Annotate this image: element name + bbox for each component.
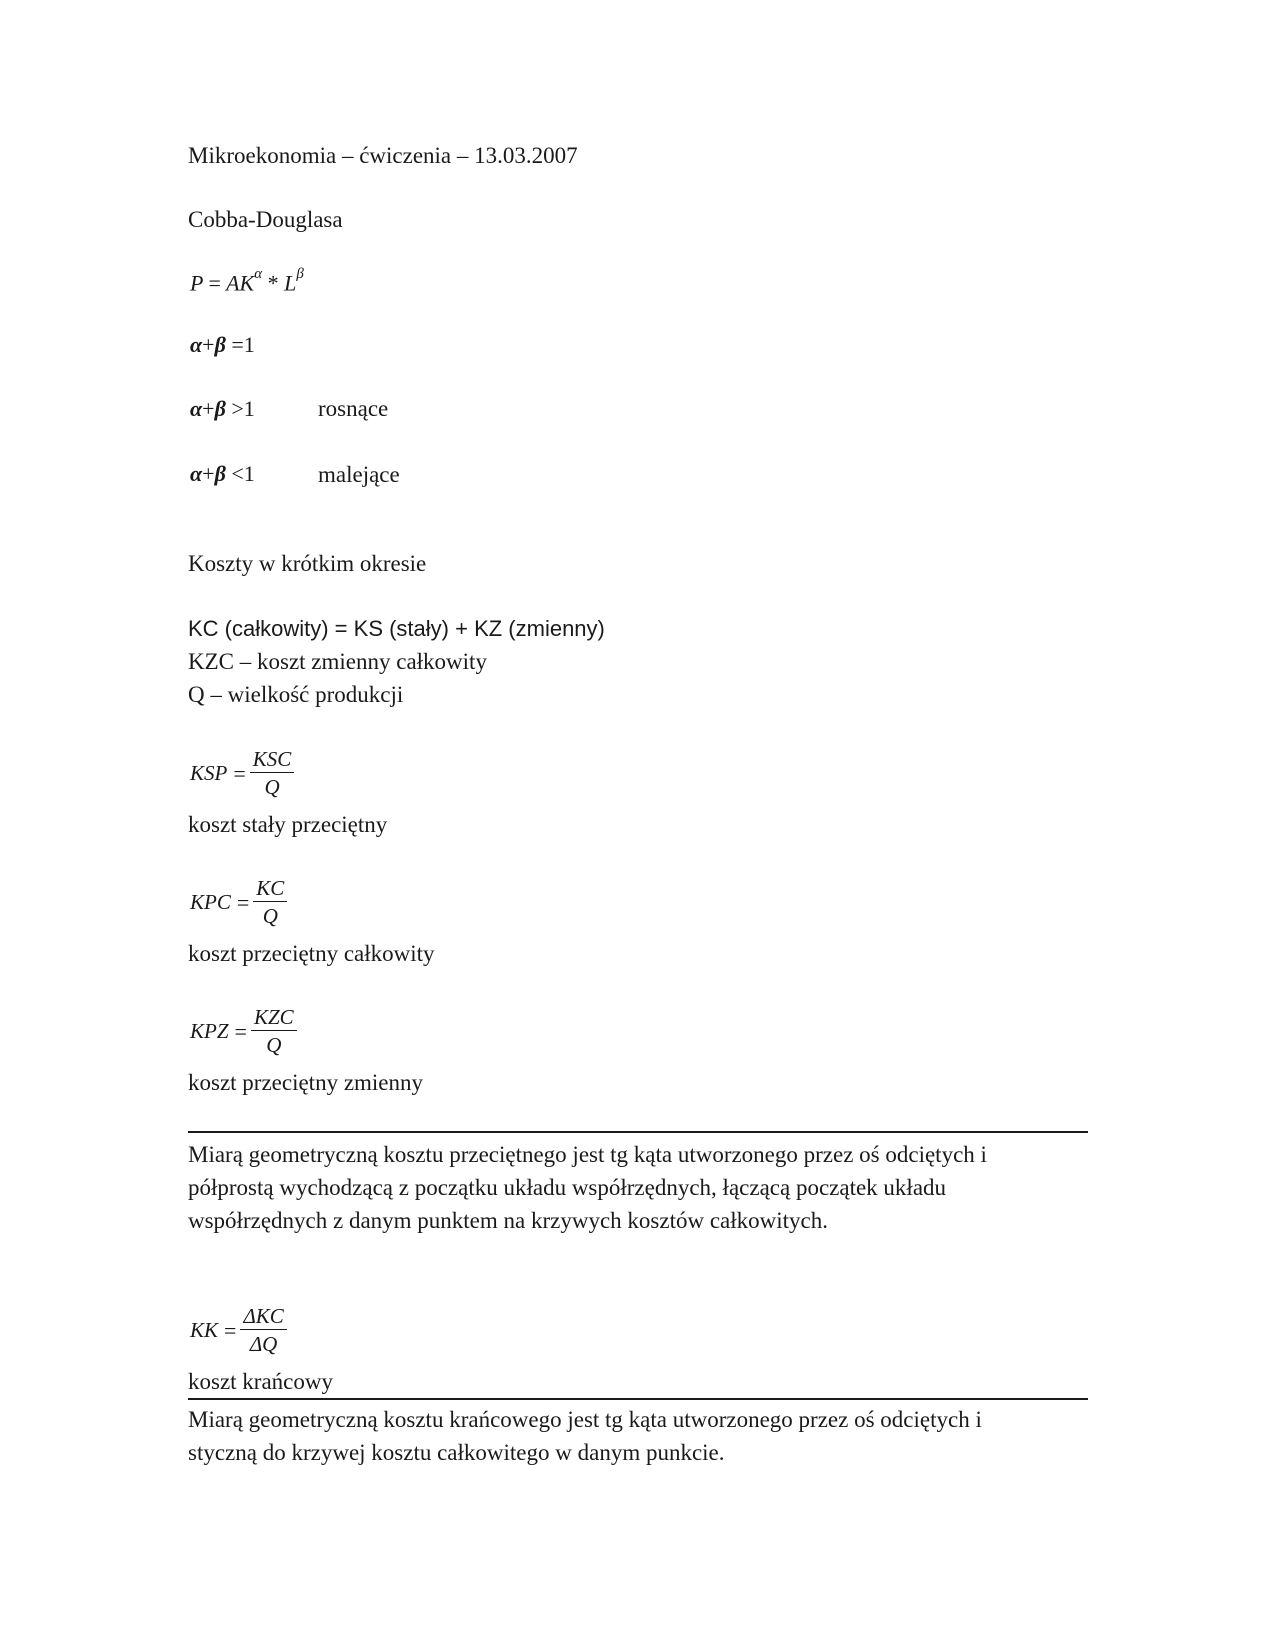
condition-rhs: 1: [243, 396, 255, 421]
condition-beta: β: [214, 461, 226, 486]
formula-ksp-fraction: [250, 747, 295, 800]
formula-kpc-lhs: KPC: [190, 890, 231, 914]
definition-kc: [188, 614, 605, 644]
caption-kpz: koszt przeciętny zmienny: [188, 1070, 424, 1095]
condition-equal: [190, 332, 255, 358]
formula-kpz-lhs: KPZ: [190, 1019, 229, 1043]
formula-kpc-fraction: [253, 876, 287, 929]
formula-ak: AK: [226, 270, 255, 296]
horizontal-rule: [188, 1398, 1088, 1400]
condition-rhs: 1: [243, 332, 255, 357]
formula-kpc-numerator: KC: [253, 876, 287, 902]
formula-kpz: [190, 1005, 297, 1058]
section-title-cobb-douglas: Cobba-Douglasa: [188, 207, 343, 232]
formula-kk-lhs: KK: [190, 1318, 219, 1342]
condition-rhs: 1: [243, 461, 255, 486]
marginal-cost-line-1: Miarą geometryczną kosztu krańcowego jest tg kąta utworzonego przez oś odciętych i: [188, 1407, 982, 1432]
formula-kk: [190, 1304, 287, 1357]
condition-greater: [190, 396, 255, 422]
formula-kk-fraction: [240, 1304, 286, 1357]
formula-alpha-exponent: α: [254, 266, 263, 282]
avg-cost-line-2: półprostą wychodzącą z początku układu współrzędnych, łączącą początek układu: [188, 1175, 947, 1200]
formula-kpz-denominator: Q: [266, 1033, 282, 1057]
avg-cost-line-3: współrzędnych z danym punktem na krzywych kosztów całkowitych.: [188, 1208, 828, 1233]
formula-equals: =: [208, 270, 221, 296]
formula-kpz-equals: =: [234, 1018, 247, 1044]
formula-p: P: [190, 270, 204, 296]
formula-kpc-equals: =: [236, 889, 250, 915]
formula-ksp-equals: =: [233, 760, 246, 786]
condition-plus: +: [202, 461, 215, 486]
avg-cost-line-1: Miarą geometryczną kosztu przeciętnego jest tg kąta utworzonego przez oś odciętych i: [188, 1142, 987, 1167]
formula-kk-numerator: ΔKC: [240, 1304, 286, 1330]
condition-relation: >: [231, 396, 244, 421]
formula-kk-denominator: ΔQ: [249, 1332, 278, 1356]
formula-beta-exponent: β: [296, 266, 304, 282]
condition-label-increasing: rosnące: [318, 396, 389, 421]
formula-ksp-numerator: KSC: [250, 747, 295, 773]
avg-cost-paragraph: [188, 1138, 1088, 1237]
condition-relation: <: [231, 461, 244, 486]
formula-l: L: [284, 270, 297, 296]
marginal-cost-paragraph: [188, 1403, 1088, 1469]
definition-kc-text: KC (całkowity) = KS (stały) + KZ (zmienny): [188, 616, 605, 641]
condition-alpha: α: [190, 461, 203, 486]
definition-kzc: KZC – koszt zmienny całkowity: [188, 649, 487, 674]
formula-ksp-lhs: KSP: [190, 761, 228, 785]
page-title: Mikroekonomia – ćwiczenia – 13.03.2007: [188, 143, 578, 168]
condition-beta: β: [214, 396, 226, 421]
definition-q: Q – wielkość produkcji: [188, 682, 404, 707]
condition-beta: β: [214, 332, 226, 357]
condition-label-decreasing: malejące: [318, 462, 400, 487]
formula-kpz-numerator: KZC: [251, 1005, 297, 1031]
condition-relation: =: [231, 332, 244, 357]
cobb-douglas-formula: [190, 266, 304, 296]
condition-less: [190, 461, 255, 487]
formula-times: *: [267, 270, 279, 296]
formula-ksp: [190, 747, 294, 800]
caption-kk: koszt krańcowy: [188, 1369, 333, 1394]
formula-kk-equals: =: [224, 1317, 237, 1343]
marginal-cost-line-2: styczną do krzywej kosztu całkowitego w danym punkcie.: [188, 1440, 725, 1465]
caption-kpc: koszt przeciętny całkowity: [188, 941, 435, 966]
condition-plus: +: [202, 396, 215, 421]
horizontal-rule: [188, 1131, 1088, 1133]
condition-plus: +: [202, 332, 215, 357]
condition-alpha: α: [190, 396, 203, 421]
formula-kpc-denominator: Q: [262, 904, 278, 928]
caption-ksp: koszt stały przeciętny: [188, 812, 388, 837]
formula-kpz-fraction: [251, 1005, 297, 1058]
condition-alpha: α: [190, 332, 203, 357]
formula-kpc: [190, 876, 287, 929]
section-title-short-run-costs: Koszty w krótkim okresie: [188, 551, 427, 576]
formula-ksp-denominator: Q: [264, 775, 280, 799]
